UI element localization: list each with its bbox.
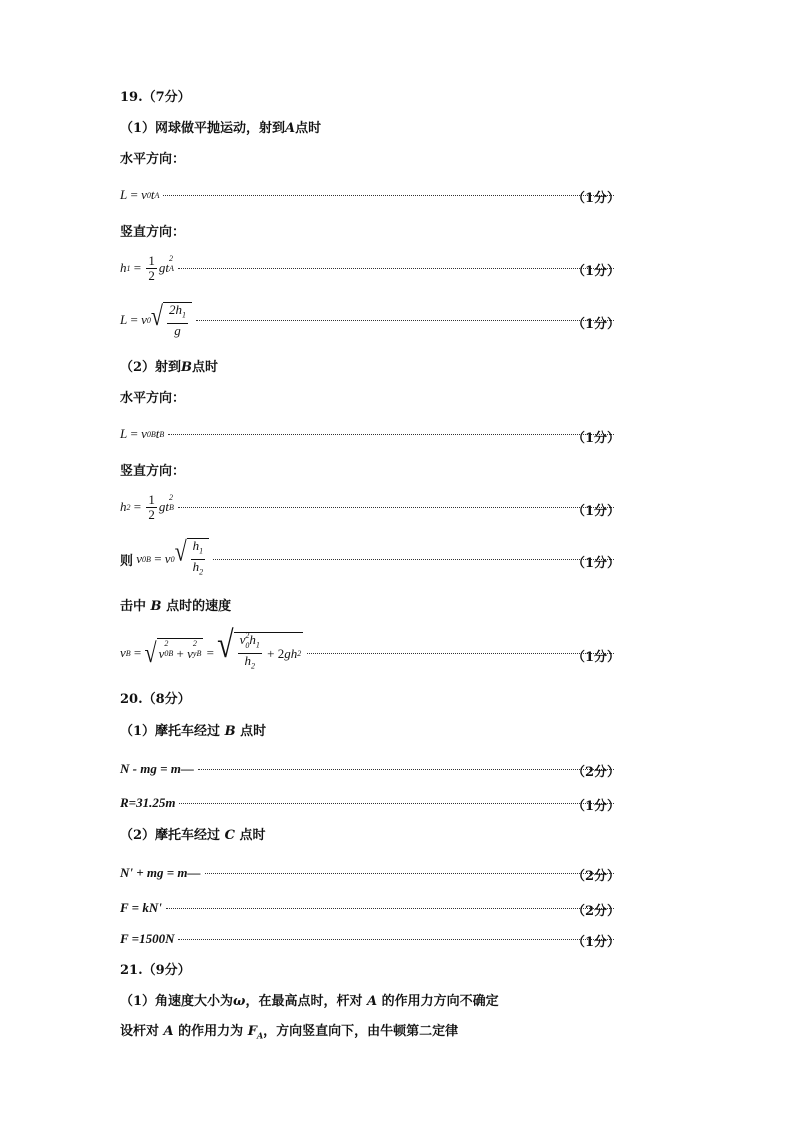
eq-l-v0-ta [120, 186, 621, 206]
q19-part1-end: 点时 [295, 121, 322, 136]
q21-line2-pre: 设杆对 [120, 1024, 160, 1039]
dot-leader [196, 320, 614, 321]
q21-line2 [120, 1024, 458, 1044]
q20-header: 20.（8分） [120, 692, 191, 707]
force-f: F [247, 1024, 257, 1039]
q20-part2-end: 点时 [239, 828, 266, 843]
q21-line1-post: 的作用力方向不确定 [381, 994, 499, 1009]
score: （1分） [572, 264, 621, 279]
q19-part1-text: （1）网球做平抛运动，射到 [120, 121, 286, 136]
q19-horizontal1: 水平方向： [120, 152, 186, 167]
score: （1分） [572, 317, 621, 332]
dot-leader [178, 507, 614, 508]
score: （2分） [572, 904, 621, 919]
q21-header: 21.（9分） [120, 963, 191, 978]
formula-l-v0-ta: L = v 0 t A [120, 187, 160, 202]
force-sub: A [256, 1030, 264, 1041]
score: （1分） [572, 650, 621, 665]
eq-h2 [120, 490, 621, 524]
q20-part2-text: （2）摩托车经过 [120, 828, 221, 843]
formula-vb: v B = √ v 20B + v 2yB = √ $\frac{v_{20}h_1}{h_2}$ + 2 gh 2 [120, 632, 303, 673]
q19-hit-text [120, 599, 231, 615]
point-a: A [163, 1024, 174, 1039]
q19-part2 [120, 360, 218, 376]
eq-n-prime-mg [120, 865, 618, 881]
dot-leader [166, 908, 614, 909]
eq-vb [120, 624, 621, 679]
q19-vertical1: 竖直方向： [120, 225, 186, 240]
point-a: A [366, 994, 378, 1009]
q20-part1-text: （1）摩托车经过 [120, 724, 221, 739]
force-fa [248, 1024, 263, 1039]
score: （1分） [572, 799, 621, 814]
score: （1分） [572, 431, 621, 446]
score: （2分） [572, 765, 621, 780]
point-a: A [285, 121, 296, 136]
formula-l-sqrt: L = v 0 √ $\frac{2h_1}{g}$ [120, 302, 192, 338]
dot-leader [168, 434, 614, 435]
formula-n-mg: N - mg = m— [120, 761, 194, 776]
then-label: 则 [120, 552, 134, 568]
score: （1分） [572, 935, 621, 950]
q21-line1-mid: ，在最高点时，杆对 [245, 994, 363, 1009]
eq-l-v0b-tb [120, 425, 618, 443]
q21-line2-mid: 的作用力为 [178, 1024, 244, 1039]
formula-l-v0b-tb: L = v 0B t B [120, 426, 165, 441]
formula-h2: h 2 = $\frac{1}{2}$ gt 2B [120, 491, 174, 522]
formula-n-prime-mg: N' + mg = m— [120, 865, 201, 880]
formula-r: R=31.25m [120, 795, 176, 810]
point-b: B [150, 599, 162, 614]
hit-pre: 击中 [120, 599, 147, 614]
formula-f-1500: F =1500N [120, 931, 175, 946]
q19-part2-end: 点时 [192, 360, 219, 375]
dot-leader [179, 803, 614, 804]
eq-f-kn [120, 900, 618, 916]
omega-symbol: ω [233, 994, 246, 1009]
q21-line2-post: ，方向竖直向下，由牛顿第二定律 [263, 1024, 459, 1039]
formula-f-kn: F = kN' [120, 900, 162, 915]
point-b: B [224, 724, 236, 739]
eq-n-mg [120, 761, 618, 777]
eq-l-sqrt [120, 298, 621, 342]
q19-header: 19.（7分） [120, 90, 191, 105]
point-c: C [224, 828, 235, 843]
dot-leader [205, 873, 614, 874]
eq-h1 [120, 251, 621, 285]
q19-part2-text: （2）射到 [120, 360, 182, 375]
score: （1分） [572, 504, 621, 519]
q21-line1-pre: （1）角速度大小为 [120, 994, 234, 1009]
dot-leader [163, 195, 614, 196]
eq-f-1500 [120, 931, 618, 947]
score: （1分） [572, 191, 621, 206]
formula-v0b: 则 v 0B = v 0 √ $\frac{h_1}{h_2}$ [120, 538, 209, 579]
q19-horizontal2: 水平方向： [120, 391, 186, 406]
hit-post: 点时的速度 [166, 599, 232, 614]
formula-h1: h 1 = $\frac{1}{2}$ gt 2A [120, 252, 174, 283]
score: （1分） [572, 556, 621, 571]
q20-part1 [120, 724, 266, 740]
dot-leader [307, 653, 614, 654]
q20-part2 [120, 828, 265, 844]
q19-part1 [120, 121, 321, 137]
eq-r [120, 795, 618, 811]
dot-leader [213, 559, 614, 560]
dot-leader [178, 939, 614, 940]
point-b: B [181, 360, 193, 375]
q19-vertical2: 竖直方向： [120, 464, 186, 479]
dot-leader [178, 268, 614, 269]
eq-v0b [120, 535, 621, 581]
q20-part1-end: 点时 [240, 724, 267, 739]
dot-leader [198, 769, 614, 770]
score: （2分） [572, 869, 621, 884]
q21-line1 [120, 994, 499, 1010]
